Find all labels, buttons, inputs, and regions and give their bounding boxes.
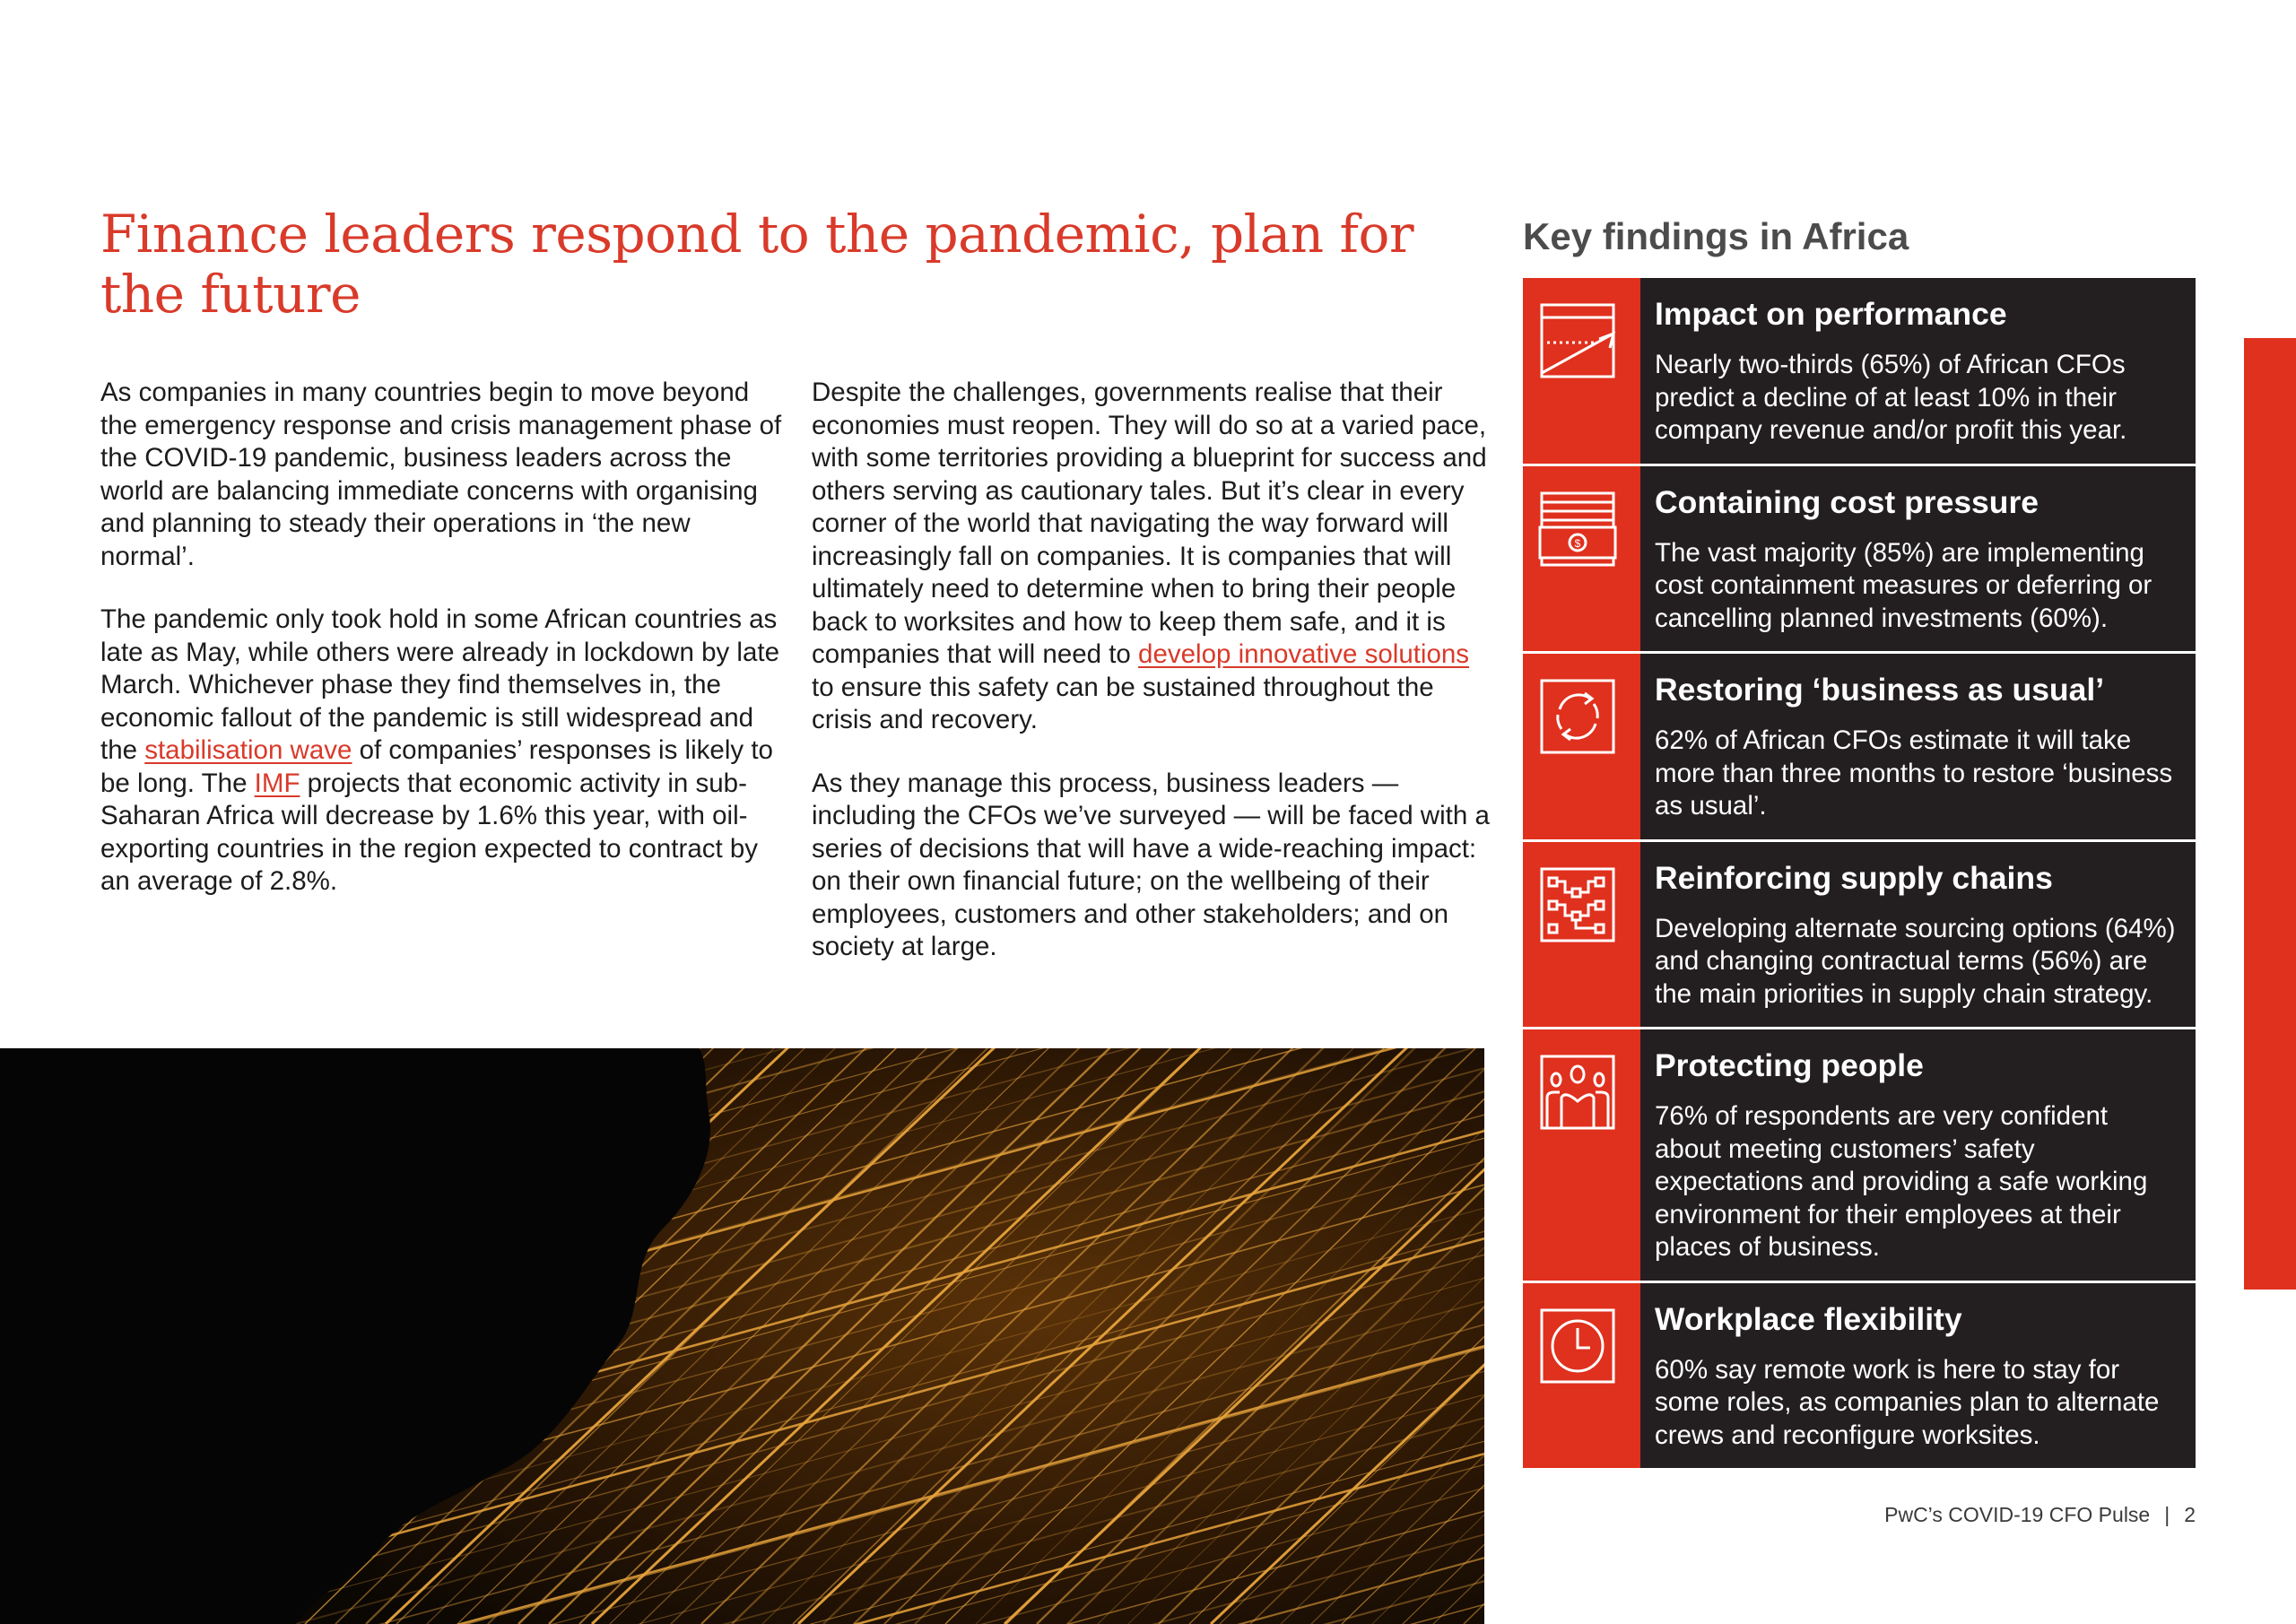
city-lights-illustration (0, 1048, 1484, 1624)
publication-name: PwC’s COVID-19 CFO Pulse (1884, 1503, 2151, 1526)
people-group-icon (1538, 1053, 1617, 1132)
finding-title: Restoring ‘business as usual’ (1655, 672, 2105, 708)
page-footer (1884, 1503, 2196, 1527)
finding-title: Protecting people (1655, 1047, 1924, 1083)
page-number: 2 (2184, 1503, 2196, 1526)
finding-impact-on-performance (1523, 278, 2196, 466)
finding-workplace-flexibility (1523, 1283, 2196, 1469)
city-night-aerial-photo (0, 1048, 1484, 1624)
supply-chain-icon (1538, 865, 1617, 944)
key-findings-title: Key findings in Africa (1523, 215, 1909, 257)
body-column-right (812, 377, 1493, 994)
cash-register-icon (1538, 490, 1617, 569)
finding-text: Developing alternate sourcing options (64%) and changing contractual terms (56%) are the main priorities in supply chain strategy. (1655, 913, 2176, 1009)
finding-text: The vast majority (85%) are implementing cost containment measures or deferring or cancelling planned investments (60%). (1655, 537, 2152, 633)
finding-text: 76% of respondents are very confident about meeting customers’ safety expectations and providing a safe working environment for their employees at their places of business. (1655, 1101, 2148, 1262)
finding-protecting-people (1523, 1029, 2196, 1283)
footer-separator: | (2164, 1503, 2170, 1526)
finding-restoring-business-as-usual (1523, 654, 2196, 842)
finding-text: Nearly two-thirds (65%) of African CFOs predict a decline of at least 10% in their company revenue and/or profit this year. (1655, 350, 2127, 445)
clock-icon (1538, 1307, 1617, 1385)
paragraph: The pandemic only took hold in some African countries as late as May, while others were already in lockdown by late March. Whichever phase they find themselves in, the economic fallout of the pandemic is still widespread and the stabilisation wave of companies’ responses is likely to be long. The IMF projects that economic activity in sub-Saharan Africa will decrease by 1.6% this year, with oil-exporting countries in the region expected to contract by an average of 2.8%. (100, 604, 779, 896)
finding-icon-cell (1523, 278, 1640, 464)
svg-text:$: $ (1574, 536, 1581, 550)
finding-reinforcing-supply-chains (1523, 842, 2196, 1030)
develop-innovative-solutions-link[interactable]: develop innovative solutions (1138, 639, 1470, 669)
finding-icon-cell (1523, 1283, 1640, 1469)
stabilisation-wave-link[interactable]: stabilisation wave (144, 735, 352, 765)
finding-icon-cell (1523, 842, 1640, 1028)
accent-side-bar (2244, 338, 2296, 1290)
finding-title: Reinforcing supply chains (1655, 859, 2053, 896)
finding-text: 62% of African CFOs estimate it will take more than three months to restore ‘business as usual’. (1655, 725, 2173, 821)
finding-icon-cell (1523, 654, 1640, 839)
finding-icon-cell (1523, 1029, 1640, 1281)
finding-icon-cell (1523, 466, 1640, 652)
paragraph: Despite the challenges, governments realise that their economies must reopen. They will do so at a varied pace, with some territories providing a blueprint for success and others serving as cautionary tales. But it’s clear in every corner of the world that navigating the way forward will increasingly fall on companies. It is companies that will ultimately need to determine when to bring their people back to worksites and how to keep them safe, and it is companies that will need to develop innovative solutions to ensure this safety can be sustained throughout the crisis and recovery. (812, 378, 1487, 734)
paragraph: As companies in many countries begin to move beyond the emergency response and crisis management phase of the COVID-19 pandemic, business leaders across the world are balancing immediate concerns with organising and planning to steady their operations in ‘the new normal’. (100, 378, 782, 571)
paragraph: As they manage this process, business leaders — including the CFOs we’ve surveyed — will be faced with a series of decisions that will have a wide-reaching impact: on their own financial future; on the wellbeing of their employees, customers and other stakeholders; and on society at large. (812, 768, 1490, 961)
page-title: Finance leaders respond to the pandemic, plan for the future (100, 204, 1414, 325)
refresh-cycle-icon (1538, 677, 1617, 756)
finding-containing-cost-pressure (1523, 466, 2196, 655)
body-column-left (100, 377, 782, 929)
finding-title: Workplace flexibility (1655, 1300, 1962, 1337)
finding-title: Impact on performance (1655, 296, 2007, 332)
finding-title: Containing cost pressure (1655, 483, 2039, 520)
imf-link[interactable]: IMF (254, 768, 300, 798)
finding-text: 60% say remote work is here to stay for some roles, as companies plan to alternate crews and reconfigure worksites. (1655, 1354, 2160, 1450)
key-findings-panel (1523, 278, 2196, 1468)
chart-decline-icon (1538, 301, 1617, 380)
